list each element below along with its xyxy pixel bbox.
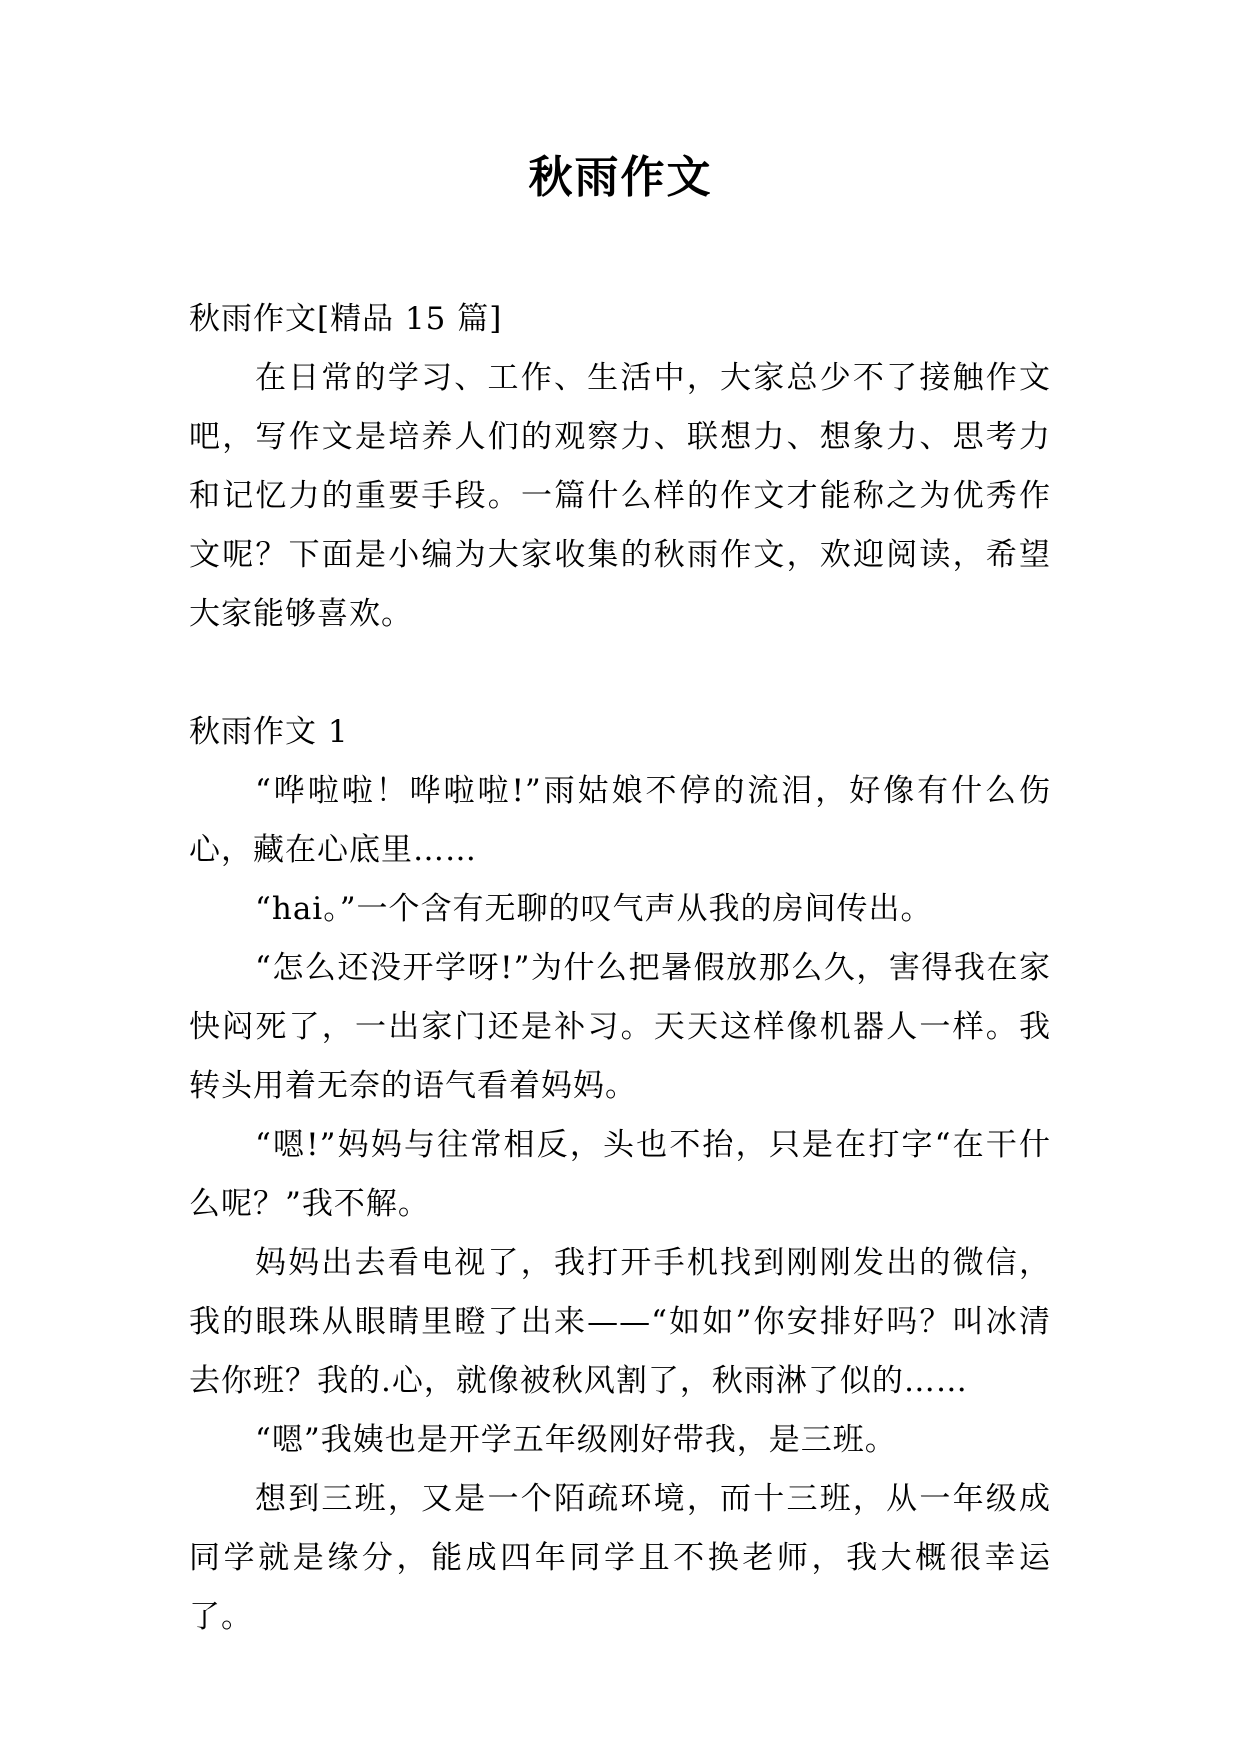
document-title: 秋雨作文 [528,152,713,203]
essay-paragraph: “hai。”一个含有无聊的叹气声从我的房间传出。 [255,891,933,927]
essay-paragraph: 妈妈出去看电视了，我打开手机找到刚刚发出的微信，我的眼珠从眼睛里瞪了出来——“如如”你安排好吗？叫冰清去你班？我的.心，就像被秋风割了，秋雨淋了似的…… [189,1245,1051,1399]
document-subtitle: 秋雨作文[精品 15 篇] [189,301,503,337]
essay-paragraph: 想到三班，又是一个陌疏环境，而十三班，从一年级成同学就是缘分，能成四年同学且不换老师，我大概很幸运了。 [189,1481,1051,1635]
essay-paragraph: “哗啦啦！哗啦啦!”雨姑娘不停的流泪，好像有什么伤心，藏在心底里…… [189,773,1051,868]
essay-paragraph: “怎么还没开学呀!”为什么把暑假放那么久，害得我在家快闷死了，一出家门还是补习。天天这样像机器人一样。我转头用着无奈的语气看着妈妈。 [189,950,1051,1104]
section-heading: 秋雨作文 1 [189,714,349,750]
section-spacer [189,644,1051,703]
essay-paragraph: “嗯”我姨也是开学五年级刚好带我，是三班。 [255,1422,897,1458]
intro-paragraph: 在日常的学习、工作、生活中，大家总少不了接触作文吧，写作文是培养人们的观察力、联想力、想象力、思考力和记忆力的重要手段。一篇什么样的作文才能称之为优秀作文呢？下面是小编为大家收集的秋雨作文，欢迎阅读，希望大家能够喜欢。 [189,360,1051,632]
document-body [189,290,1051,1647]
essay-paragraph: “嗯!”妈妈与往常相反，头也不抬，只是在打字“在干什么呢？”我不解。 [189,1127,1051,1222]
